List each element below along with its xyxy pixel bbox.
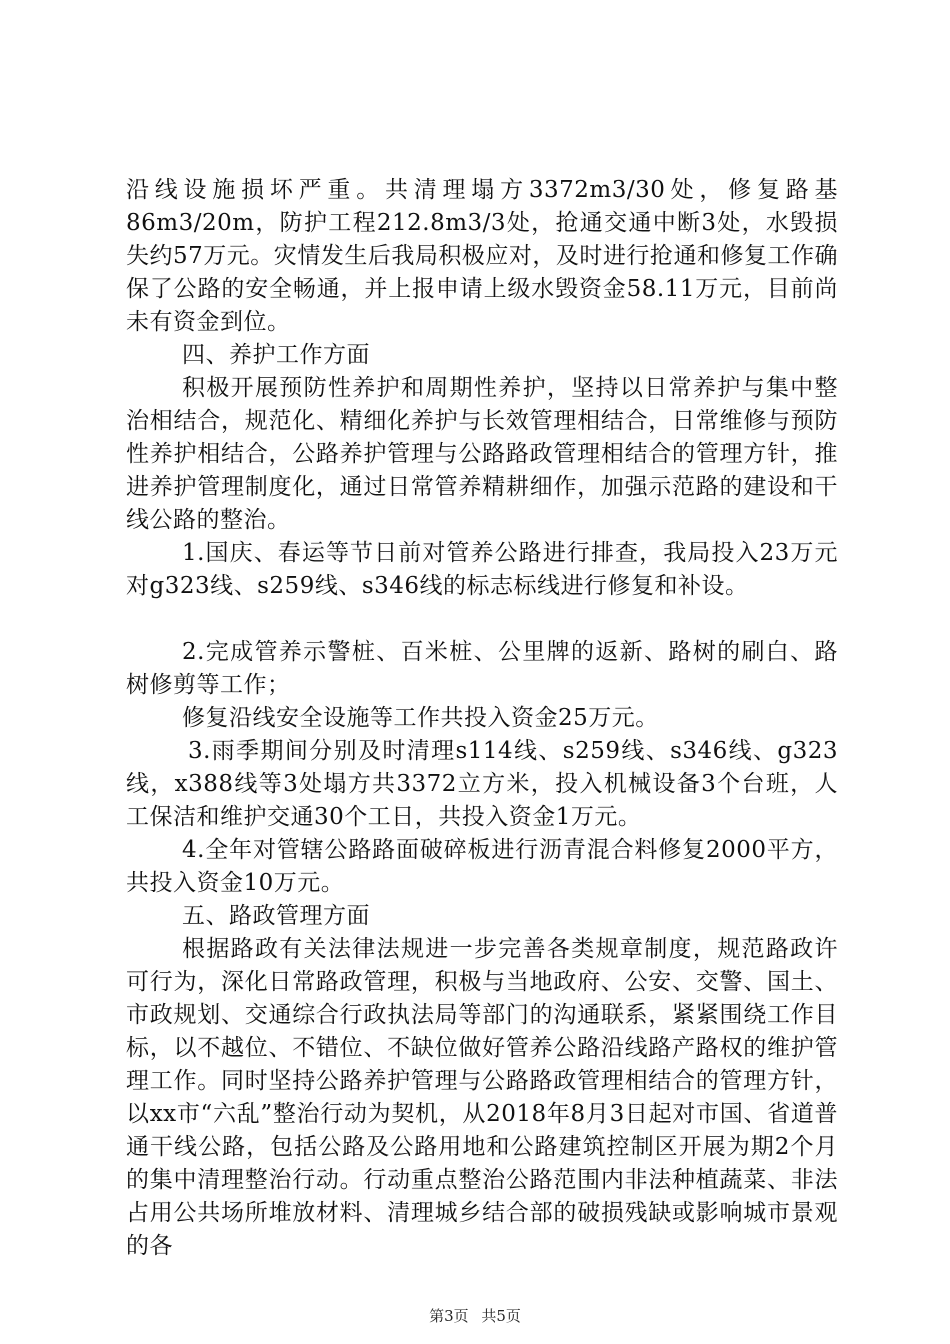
list-item-3: 3.雨季期间分别及时清理s114线、s259线、s346线、g323线，x388线等3处塌方共3372立方米，投入机械设备3个台班，人工保洁和维护交通30个工日，共投入资金1万元。 [126, 738, 838, 830]
paragraph-road-administration: 根据路政有关法律法规进一步完善各类规章制度，规范路政许可行为，深化日常路政管理，积极与当地政府、公安、交警、国土、市政规划、交通综合行政执法局等部门的沟通联系，紧紧围绕工作目标，以不越位、不错位、不缺位做好管养公路沿线路产路权的维护管理工作。同时坚持公路养护管理与公路路政管理相结合的管理方针，以xx市“六乱”整治行动为契机，从2018年8月3日起对市国、省道普通干线公路，包括公路及公路用地和公路建筑控制区开展为期2个月的集中清理整治行动。行动重点整治公路范围内非法种植蔬菜、非法占用公共场所堆放材料、清理城乡结合部的破损残缺或影响城市景观的各 [126, 936, 838, 1259]
section-heading-maintenance: 四、养护工作方面 [182, 342, 370, 368]
paragraph-flood-damage: 沿线设施损坏严重。共清理塌方3372m3/30处，修复路基86m3/20m，防护工程212.8m3/3处，抢通交通中断3处，水毁损失约57万元。灾情发生后我局积极应对，及时进行抢通和修复工作确保了公路的安全畅通，并上报申请上级水毁资金58.11万元，目前尚未有资金到位。 [126, 177, 838, 335]
page-number-current: 第3页 [429, 1307, 469, 1325]
page-footer [0, 1306, 950, 1326]
page-number-total: 共5页 [481, 1307, 521, 1325]
list-item-2: 2.完成管养示警桩、百米桩、公里牌的返新、路树的刷白、路树修剪等工作； [126, 639, 838, 698]
list-item-1: 1.国庆、春运等节日前对管养公路进行排查，我局投入23万元对g323线、s259线、s346线的标志标线进行修复和补设。 [126, 540, 838, 599]
section-heading-road-administration: 五、路政管理方面 [182, 903, 370, 929]
document-body [126, 174, 838, 1263]
list-item-4: 4.全年对管辖公路路面破碎板进行沥青混合料修复2000平方，共投入资金10万元。 [126, 837, 838, 896]
paragraph-maintenance-policy: 积极开展预防性养护和周期性养护，坚持以日常养护与集中整治相结合，规范化、精细化养护与长效管理相结合，日常维修与预防性养护相结合，公路养护管理与公路路政管理相结合的管理方针，推进养护管理制度化，通过日常管养精耕细作，加强示范路的建设和干线公路的整治。 [126, 375, 838, 533]
paragraph-safety-facilities: 修复沿线安全设施等工作共投入资金25万元。 [182, 705, 659, 731]
